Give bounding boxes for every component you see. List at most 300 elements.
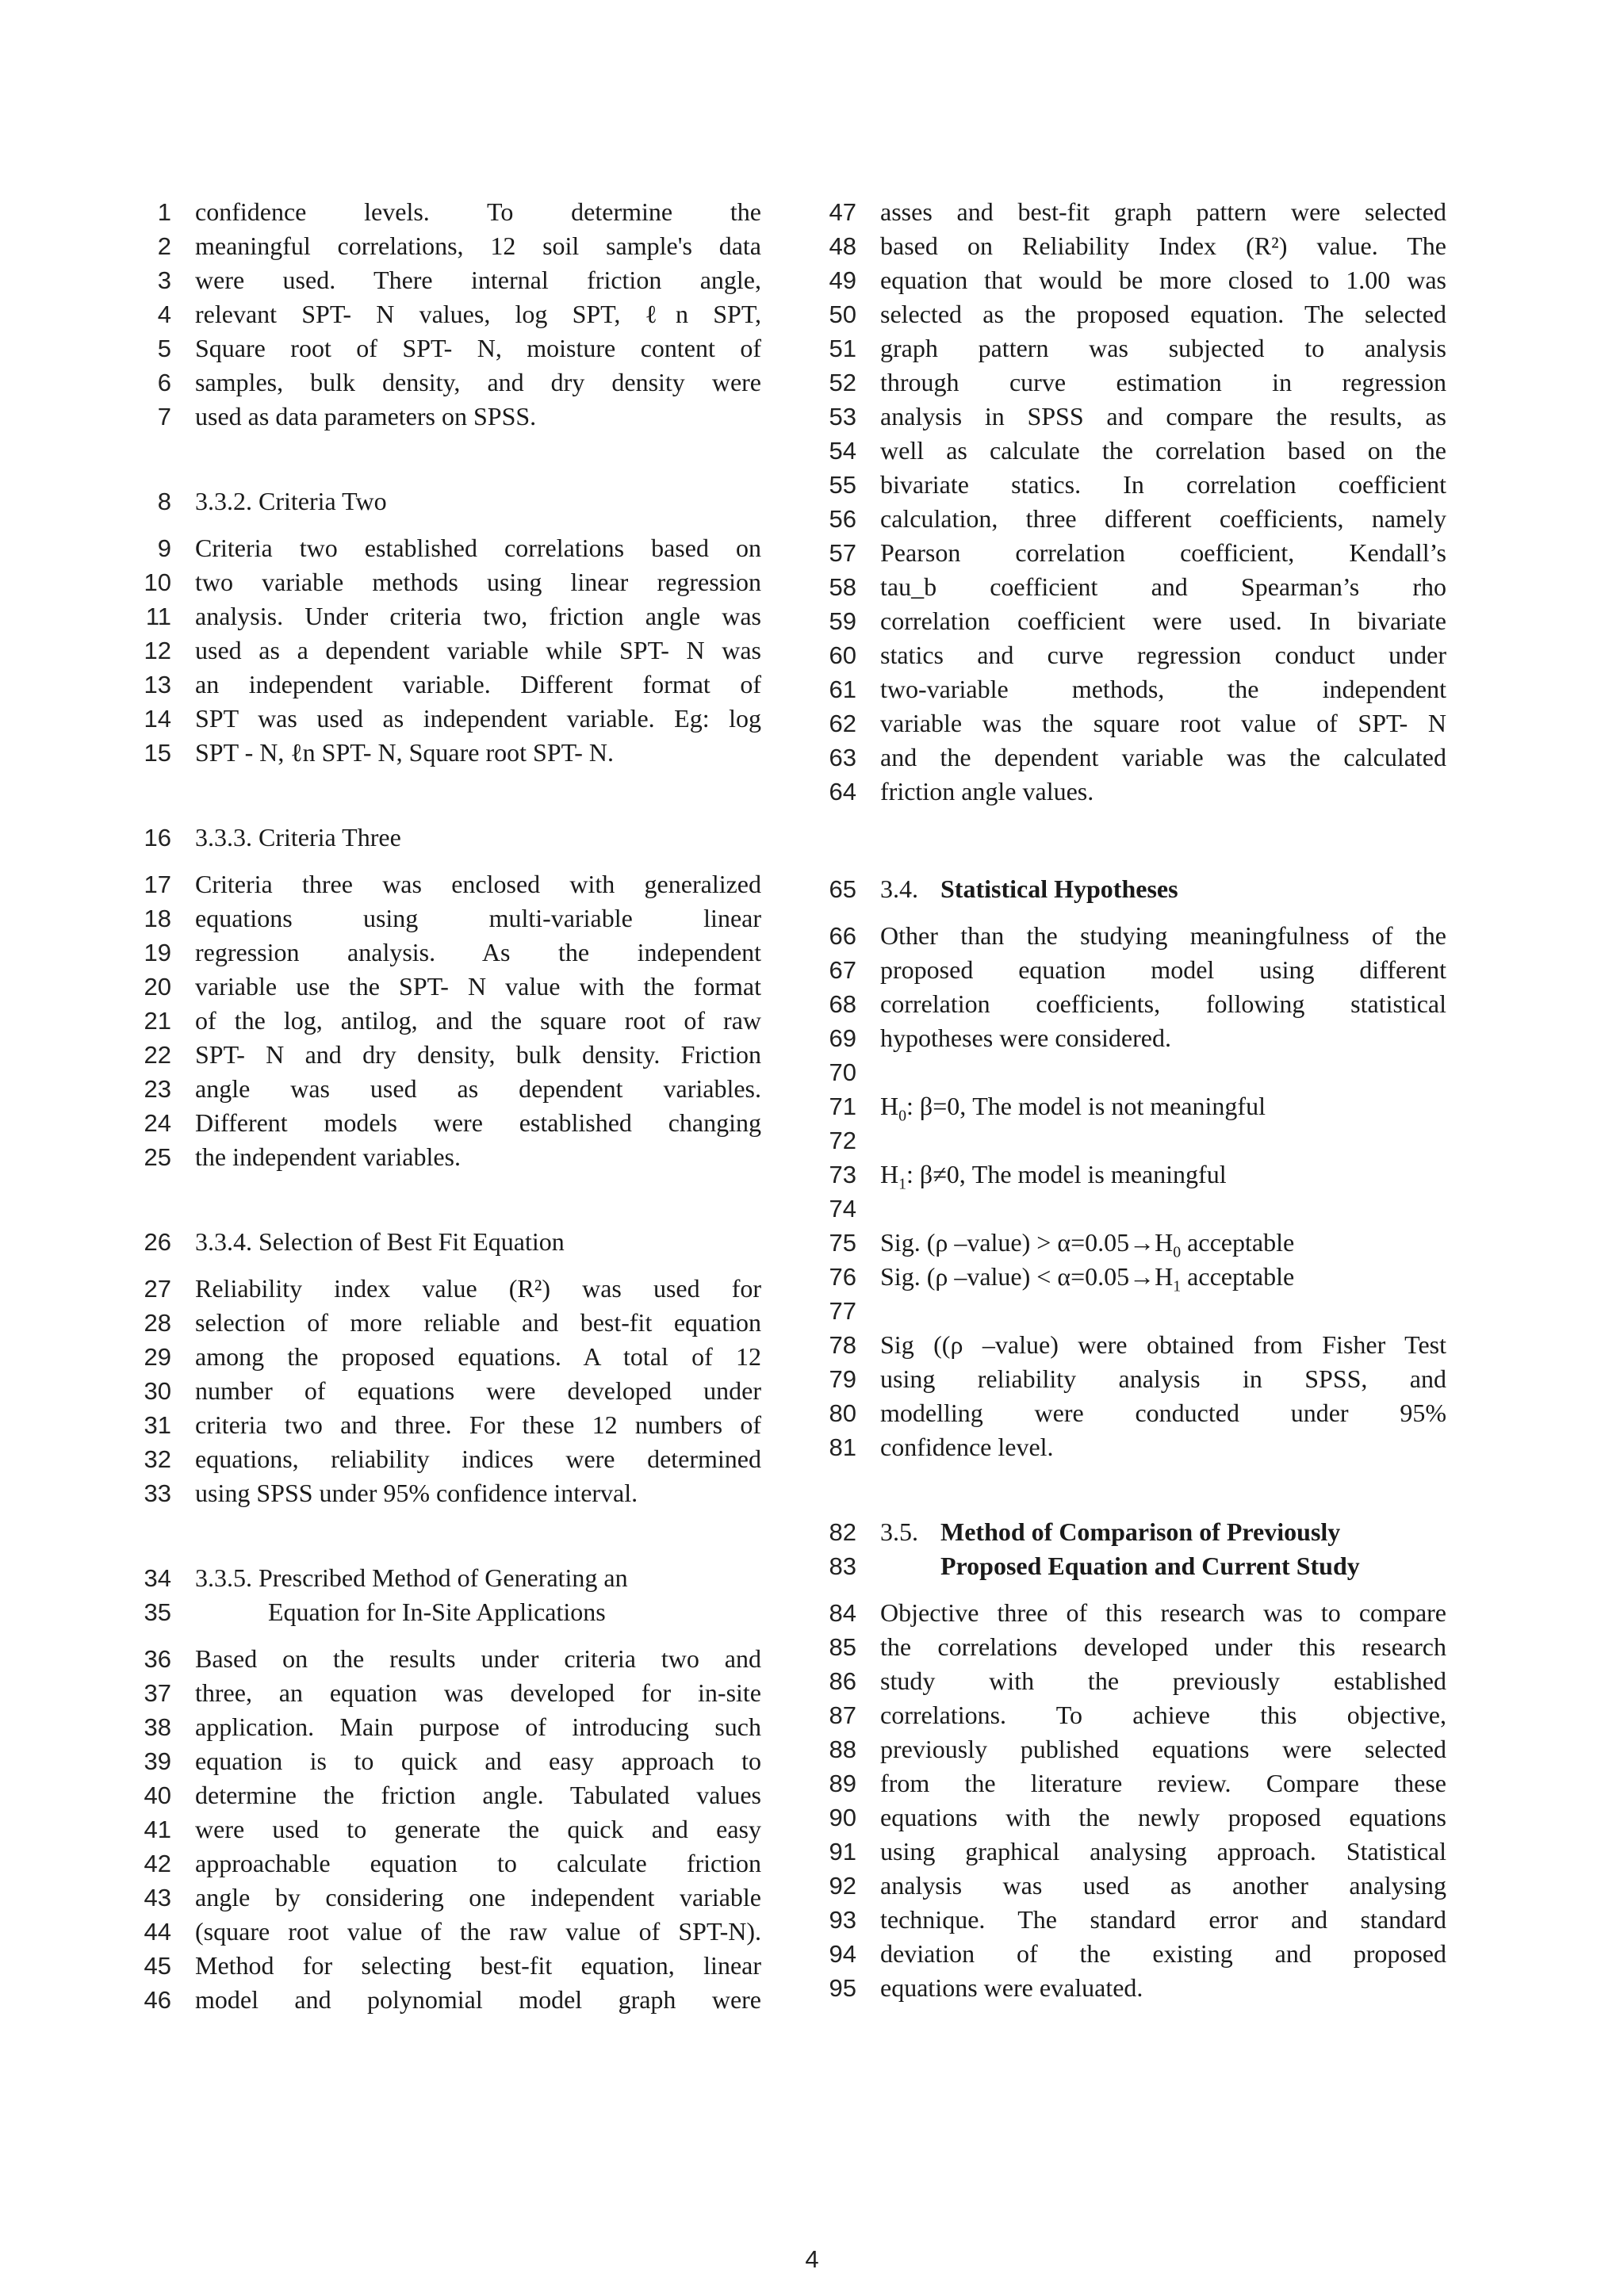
line-text: two variable methods using linear regression bbox=[195, 568, 761, 596]
line-number: 17 bbox=[144, 871, 171, 898]
spacer bbox=[127, 1259, 761, 1272]
text-line bbox=[812, 1328, 1446, 1362]
line-text: from the literature review. Compare these bbox=[880, 1769, 1446, 1797]
spacer bbox=[812, 1583, 1446, 1596]
text-line bbox=[127, 936, 761, 970]
line-number: 30 bbox=[144, 1377, 171, 1405]
text-line bbox=[812, 1226, 1446, 1260]
text-line bbox=[127, 1442, 761, 1476]
line-number: 67 bbox=[829, 956, 856, 984]
text-line bbox=[812, 638, 1446, 672]
line-text: equation that would be more closed to 1.00 was bbox=[880, 266, 1446, 294]
text-line bbox=[127, 1744, 761, 1778]
text-line bbox=[812, 1089, 1446, 1123]
text-line bbox=[127, 970, 761, 1004]
line-number: 26 bbox=[144, 1228, 171, 1256]
line-number: 49 bbox=[829, 266, 856, 294]
line-number: 77 bbox=[829, 1297, 856, 1325]
line-number: 92 bbox=[829, 1872, 856, 1900]
line-number: 34 bbox=[144, 1564, 171, 1592]
text-line bbox=[812, 297, 1446, 331]
line-number: 32 bbox=[144, 1445, 171, 1473]
line-number: 74 bbox=[829, 1195, 856, 1223]
line-number: 45 bbox=[144, 1952, 171, 1980]
line-number: 35 bbox=[144, 1598, 171, 1626]
line-number: 93 bbox=[829, 1906, 856, 1934]
line-number: 8 bbox=[157, 488, 171, 515]
line-number: 16 bbox=[144, 824, 171, 851]
text-line bbox=[812, 229, 1446, 263]
line-text: equations using multi-variable linear bbox=[195, 904, 761, 932]
line-text: approachable equation to calculate friction bbox=[195, 1849, 761, 1877]
line-number: 66 bbox=[829, 922, 856, 950]
line-number: 85 bbox=[829, 1633, 856, 1661]
line-text: Other than the studying meaningfulness of the bbox=[880, 921, 1446, 950]
line-number: 87 bbox=[829, 1701, 856, 1729]
line-text: correlations. To achieve this objective, bbox=[880, 1701, 1446, 1729]
line-text: SPT - N, ℓn SPT- N, Square root SPT- N. bbox=[195, 738, 614, 767]
line-text: previously published equations were selected bbox=[880, 1735, 1446, 1763]
line-text: three, an equation was developed for in-site bbox=[195, 1678, 761, 1707]
line-number: 12 bbox=[144, 637, 171, 664]
text-line bbox=[127, 1812, 761, 1846]
text-line bbox=[812, 1732, 1446, 1766]
text-line bbox=[127, 229, 761, 263]
line-number: 28 bbox=[144, 1309, 171, 1337]
text-line bbox=[812, 570, 1446, 604]
line-number: 3 bbox=[157, 266, 171, 294]
text-line bbox=[812, 468, 1446, 502]
left-column bbox=[127, 195, 761, 2017]
line-number: 51 bbox=[829, 335, 856, 362]
line-text: based on Reliability Index (R²) value. The bbox=[880, 232, 1446, 260]
text-line bbox=[812, 1123, 1446, 1158]
text-line bbox=[812, 1362, 1446, 1396]
text-line bbox=[127, 1881, 761, 1915]
line-text: asses and best-fit graph pattern were selected bbox=[880, 197, 1446, 226]
spacer bbox=[812, 1464, 1446, 1515]
text-line bbox=[127, 1561, 761, 1595]
page-number: 4 bbox=[805, 2245, 819, 2273]
text-line bbox=[812, 919, 1446, 953]
line-text: using reliability analysis in SPSS, and bbox=[880, 1364, 1446, 1393]
text-line bbox=[812, 1766, 1446, 1800]
subscript: 0 bbox=[898, 1107, 907, 1123]
line-number: 78 bbox=[829, 1331, 856, 1359]
heading-text: Method of Comparison of Previously bbox=[940, 1517, 1341, 1546]
line-number: 82 bbox=[829, 1518, 856, 1546]
line-text: friction angle values. bbox=[880, 777, 1094, 806]
line-number: 81 bbox=[829, 1433, 856, 1461]
text-line bbox=[812, 672, 1446, 706]
line-text: using graphical analysing approach. Statistical bbox=[880, 1837, 1446, 1866]
line-number: 71 bbox=[829, 1093, 856, 1120]
line-number: 44 bbox=[144, 1918, 171, 1946]
text-line bbox=[127, 1476, 761, 1510]
line-number: 59 bbox=[829, 607, 856, 635]
heading-text: Statistical Hypotheses bbox=[940, 874, 1178, 903]
line-number: 18 bbox=[144, 905, 171, 932]
text-line bbox=[127, 1140, 761, 1174]
text-line bbox=[127, 1778, 761, 1812]
line-text: deviation of the existing and proposed bbox=[880, 1939, 1446, 1968]
line-number: 60 bbox=[829, 641, 856, 669]
text-line bbox=[127, 195, 761, 229]
text-line bbox=[127, 1710, 761, 1744]
line-text: confidence level. bbox=[880, 1433, 1054, 1461]
line-text: SPT was used as independent variable. Eg: log bbox=[195, 704, 761, 733]
text-line bbox=[127, 1306, 761, 1340]
line-number: 9 bbox=[157, 534, 171, 562]
line-text: were used. There internal friction angle, bbox=[195, 266, 761, 294]
line-text bbox=[880, 1158, 1446, 1192]
line-number: 10 bbox=[144, 568, 171, 596]
text-line bbox=[812, 1549, 1446, 1583]
line-number: 50 bbox=[829, 300, 856, 328]
text-line bbox=[812, 706, 1446, 740]
text-line bbox=[127, 1408, 761, 1442]
line-number: 63 bbox=[829, 744, 856, 771]
line-text: well as calculate the correlation based on the bbox=[880, 436, 1446, 465]
line-number: 15 bbox=[144, 739, 171, 767]
text-line bbox=[812, 1903, 1446, 1937]
line-text: application. Main purpose of introducing such bbox=[195, 1712, 761, 1741]
line-number: 19 bbox=[144, 939, 171, 966]
line-text: Equation for In-Site Applications bbox=[268, 1598, 606, 1626]
line-number: 41 bbox=[144, 1816, 171, 1843]
line-text: (square root value of the raw value of SPT-N). bbox=[195, 1917, 761, 1946]
text-line bbox=[812, 502, 1446, 536]
text-line bbox=[812, 1021, 1446, 1055]
line-text: SPT- N and dry density, bulk density. Friction bbox=[195, 1040, 761, 1069]
line-number: 64 bbox=[829, 778, 856, 806]
section-heading bbox=[880, 1515, 1446, 1549]
line-text: used as data parameters on SPSS. bbox=[195, 402, 537, 430]
line-number: 43 bbox=[144, 1884, 171, 1911]
line-text: Pearson correlation coefficient, Kendall’s bbox=[880, 538, 1446, 567]
line-number: 22 bbox=[144, 1041, 171, 1069]
text-line bbox=[127, 531, 761, 565]
spacer bbox=[127, 1174, 761, 1225]
line-text: calculation, three different coefficients, namely bbox=[880, 504, 1446, 533]
right-column bbox=[812, 195, 1446, 2005]
spacer bbox=[127, 434, 761, 484]
line-number: 4 bbox=[157, 300, 171, 328]
text-line bbox=[812, 1515, 1446, 1549]
line-text: 3.3.4. Selection of Best Fit Equation bbox=[195, 1227, 565, 1256]
line-text: samples, bulk density, and dry density were bbox=[195, 368, 761, 396]
text-line bbox=[812, 1192, 1446, 1226]
line-number: 7 bbox=[157, 403, 171, 430]
text-line bbox=[127, 400, 761, 434]
line-number: 47 bbox=[829, 198, 856, 226]
text-line bbox=[127, 1072, 761, 1106]
line-number: 75 bbox=[829, 1229, 856, 1257]
line-number: 33 bbox=[144, 1479, 171, 1507]
line-number: 37 bbox=[144, 1679, 171, 1707]
text-line bbox=[127, 1595, 761, 1629]
line-text: analysis. Under criteria two, friction angle was bbox=[195, 602, 761, 630]
line-number: 61 bbox=[829, 675, 856, 703]
text-line bbox=[812, 434, 1446, 468]
line-text: Square root of SPT- N, moisture content of bbox=[195, 334, 761, 362]
text-line bbox=[812, 1158, 1446, 1192]
line-number: 69 bbox=[829, 1024, 856, 1052]
spacer bbox=[812, 906, 1446, 919]
line-number: 1 bbox=[157, 198, 171, 226]
text-line bbox=[812, 1937, 1446, 1971]
text-line bbox=[812, 1396, 1446, 1430]
spacer bbox=[127, 770, 761, 821]
text-line bbox=[127, 1106, 761, 1140]
line-number: 6 bbox=[157, 369, 171, 396]
section-number: 3.5. bbox=[880, 1517, 918, 1546]
text-line bbox=[127, 821, 761, 855]
text-line bbox=[812, 195, 1446, 229]
line-text: statics and curve regression conduct under bbox=[880, 641, 1446, 669]
spacer bbox=[127, 855, 761, 867]
line-number: 24 bbox=[144, 1109, 171, 1137]
line-text: selection of more reliable and best-fit equation bbox=[195, 1308, 761, 1337]
line-text: meaningful correlations, 12 soil sample's data bbox=[195, 232, 761, 260]
text-line bbox=[127, 1676, 761, 1710]
line-number: 23 bbox=[144, 1075, 171, 1103]
text-line bbox=[127, 702, 761, 736]
formula-text: acceptable bbox=[1181, 1262, 1295, 1291]
line-text: selected as the proposed equation. The selected bbox=[880, 300, 1446, 328]
spacer bbox=[812, 809, 1446, 872]
line-text: Criteria two established correlations based on bbox=[195, 534, 761, 562]
line-text: regression analysis. As the independent bbox=[195, 938, 761, 966]
line-number: 91 bbox=[829, 1838, 856, 1866]
line-number: 29 bbox=[144, 1343, 171, 1371]
text-line bbox=[812, 1971, 1446, 2005]
line-text bbox=[880, 1260, 1446, 1294]
line-number: 40 bbox=[144, 1781, 171, 1809]
line-text: among the proposed equations. A total of 12 bbox=[195, 1342, 761, 1371]
formula-text: Sig. (ρ –value) > α=0.05→H bbox=[880, 1228, 1174, 1257]
text-line bbox=[127, 484, 761, 519]
line-number: 55 bbox=[829, 471, 856, 499]
text-line bbox=[812, 1869, 1446, 1903]
line-text: using SPSS under 95% confidence interval. bbox=[195, 1479, 638, 1507]
line-text: were used to generate the quick and easy bbox=[195, 1815, 761, 1843]
formula-text: Sig. (ρ –value) < α=0.05→H bbox=[880, 1262, 1174, 1291]
line-text: study with the previously established bbox=[880, 1667, 1446, 1695]
line-number: 14 bbox=[144, 705, 171, 733]
line-text: used as a dependent variable while SPT- N was bbox=[195, 636, 761, 664]
line-text: Different models were established changing bbox=[195, 1108, 761, 1137]
text-line bbox=[812, 1630, 1446, 1664]
line-number: 58 bbox=[829, 573, 856, 601]
text-line bbox=[812, 1055, 1446, 1089]
line-text: the correlations developed under this research bbox=[880, 1632, 1446, 1661]
line-text: analysis in SPSS and compare the results, as bbox=[880, 402, 1446, 430]
line-text: relevant SPT- N values, log SPT, ℓn SPT, bbox=[195, 300, 761, 328]
line-text: an independent variable. Different format of bbox=[195, 670, 761, 698]
line-number: 95 bbox=[829, 1974, 856, 2002]
line-number: 54 bbox=[829, 437, 856, 465]
line-text: tau_b coefficient and Spearman’s rho bbox=[880, 572, 1446, 601]
line-number: 83 bbox=[829, 1552, 856, 1580]
line-text: correlation coefficients, following statistical bbox=[880, 989, 1446, 1018]
section-heading: Proposed Equation and Current Study bbox=[940, 1552, 1360, 1580]
line-number: 36 bbox=[144, 1645, 171, 1673]
line-number: 11 bbox=[145, 603, 171, 630]
section-number: 3.4. bbox=[880, 874, 918, 903]
text-line bbox=[127, 1225, 761, 1259]
line-number: 31 bbox=[144, 1411, 171, 1439]
line-text: 3.3.2. Criteria Two bbox=[195, 487, 387, 515]
line-number: 25 bbox=[144, 1143, 171, 1171]
text-line bbox=[127, 1374, 761, 1408]
line-number: 80 bbox=[829, 1399, 856, 1427]
line-number: 70 bbox=[829, 1058, 856, 1086]
text-line bbox=[812, 1664, 1446, 1698]
line-text: 3.3.5. Prescribed Method of Generating an bbox=[195, 1563, 628, 1592]
text-line bbox=[127, 1004, 761, 1038]
line-text: determine the friction angle. Tabulated values bbox=[195, 1781, 761, 1809]
text-line bbox=[812, 536, 1446, 570]
text-line bbox=[812, 953, 1446, 987]
line-text bbox=[880, 1226, 1446, 1260]
line-number: 89 bbox=[829, 1770, 856, 1797]
line-number: 20 bbox=[144, 973, 171, 1001]
text-line bbox=[812, 400, 1446, 434]
text-line bbox=[812, 263, 1446, 297]
line-text: of the log, antilog, and the square root of raw bbox=[195, 1006, 761, 1035]
text-line bbox=[127, 1949, 761, 1983]
text-line bbox=[812, 1294, 1446, 1328]
line-number: 5 bbox=[157, 335, 171, 362]
line-text: through curve estimation in regression bbox=[880, 368, 1446, 396]
line-text: Reliability index value (R²) was used for bbox=[195, 1274, 761, 1303]
line-text: equation is to quick and easy approach to bbox=[195, 1747, 761, 1775]
line-number: 56 bbox=[829, 505, 856, 533]
formula-text: H bbox=[880, 1092, 899, 1120]
line-text: technique. The standard error and standard bbox=[880, 1905, 1446, 1934]
line-number: 13 bbox=[144, 671, 171, 698]
line-number: 68 bbox=[829, 990, 856, 1018]
line-number: 65 bbox=[829, 875, 856, 903]
line-text: two-variable methods, the independent bbox=[880, 675, 1446, 703]
line-number: 2 bbox=[157, 232, 171, 260]
text-line bbox=[812, 1260, 1446, 1294]
line-text: Criteria three was enclosed with generalized bbox=[195, 870, 761, 898]
line-text: 3.3.3. Criteria Three bbox=[195, 823, 401, 851]
line-number: 48 bbox=[829, 232, 856, 260]
line-text bbox=[880, 1089, 1446, 1123]
formula-text: : β≠0, The model is meaningful bbox=[906, 1160, 1227, 1188]
line-number: 57 bbox=[829, 539, 856, 567]
line-text: variable was the square root value of SPT- N bbox=[880, 709, 1446, 737]
line-number: 86 bbox=[829, 1667, 856, 1695]
line-text: number of equations were developed under bbox=[195, 1376, 761, 1405]
line-text: model and polynomial model graph were bbox=[195, 1985, 761, 2014]
line-text: equations with the newly proposed equations bbox=[880, 1803, 1446, 1831]
text-line bbox=[812, 1800, 1446, 1835]
formula-text: acceptable bbox=[1181, 1228, 1295, 1257]
line-text: Objective three of this research was to compare bbox=[880, 1598, 1446, 1627]
line-number: 27 bbox=[144, 1275, 171, 1303]
line-number: 53 bbox=[829, 403, 856, 430]
line-text: the independent variables. bbox=[195, 1142, 461, 1171]
line-number: 62 bbox=[829, 710, 856, 737]
text-line bbox=[127, 668, 761, 702]
line-text: bivariate statics. In correlation coefficient bbox=[880, 470, 1446, 499]
text-line bbox=[127, 331, 761, 365]
line-text: Sig ((ρ –value) were obtained from Fisher Test bbox=[880, 1330, 1446, 1359]
line-number: 94 bbox=[829, 1940, 856, 1968]
line-number: 84 bbox=[829, 1599, 856, 1627]
text-line bbox=[812, 987, 1446, 1021]
text-line bbox=[127, 1340, 761, 1374]
subscript: 1 bbox=[898, 1175, 907, 1192]
text-line bbox=[127, 901, 761, 936]
text-line bbox=[812, 1835, 1446, 1869]
text-line bbox=[812, 1596, 1446, 1630]
line-text: correlation coefficient were used. In bivariate bbox=[880, 607, 1446, 635]
section-heading bbox=[880, 872, 1446, 906]
text-line bbox=[127, 1846, 761, 1881]
text-line bbox=[127, 736, 761, 770]
text-line bbox=[127, 1642, 761, 1676]
formula-text: : β=0, The model is not meaningful bbox=[906, 1092, 1266, 1120]
text-line bbox=[812, 365, 1446, 400]
line-number: 21 bbox=[144, 1007, 171, 1035]
line-text: Based on the results under criteria two and bbox=[195, 1644, 761, 1673]
text-line bbox=[127, 1983, 761, 2017]
line-number: 46 bbox=[144, 1986, 171, 2014]
line-number: 72 bbox=[829, 1127, 856, 1154]
text-line bbox=[812, 1698, 1446, 1732]
text-line bbox=[127, 599, 761, 633]
text-line bbox=[127, 297, 761, 331]
line-text: angle by considering one independent variable bbox=[195, 1883, 761, 1911]
line-text: analysis was used as another analysing bbox=[880, 1871, 1446, 1900]
line-text: Method for selecting best-fit equation, linear bbox=[195, 1951, 761, 1980]
text-line bbox=[812, 604, 1446, 638]
line-text: modelling were conducted under 95% bbox=[880, 1399, 1446, 1427]
line-number: 79 bbox=[829, 1365, 856, 1393]
line-text: criteria two and three. For these 12 numbers of bbox=[195, 1410, 761, 1439]
line-number: 73 bbox=[829, 1161, 856, 1188]
spacer bbox=[127, 519, 761, 531]
spacer bbox=[127, 1510, 761, 1561]
text-line bbox=[812, 331, 1446, 365]
text-line bbox=[127, 1915, 761, 1949]
line-text: proposed equation model using different bbox=[880, 955, 1446, 984]
text-line bbox=[127, 263, 761, 297]
text-line bbox=[127, 867, 761, 901]
line-number: 88 bbox=[829, 1735, 856, 1763]
line-text: and the dependent variable was the calculated bbox=[880, 743, 1446, 771]
spacer bbox=[127, 1629, 761, 1642]
line-text: equations were evaluated. bbox=[880, 1973, 1143, 2002]
text-line bbox=[812, 872, 1446, 906]
text-line bbox=[127, 1038, 761, 1072]
text-line bbox=[812, 775, 1446, 809]
formula-text: H bbox=[880, 1160, 899, 1188]
text-line bbox=[127, 633, 761, 668]
text-line bbox=[812, 1430, 1446, 1464]
subscript: 1 bbox=[1173, 1277, 1182, 1294]
line-text: equations, reliability indices were determined bbox=[195, 1445, 761, 1473]
text-line bbox=[127, 565, 761, 599]
line-text: variable use the SPT- N value with the format bbox=[195, 972, 761, 1001]
line-number: 39 bbox=[144, 1747, 171, 1775]
line-text: graph pattern was subjected to analysis bbox=[880, 334, 1446, 362]
